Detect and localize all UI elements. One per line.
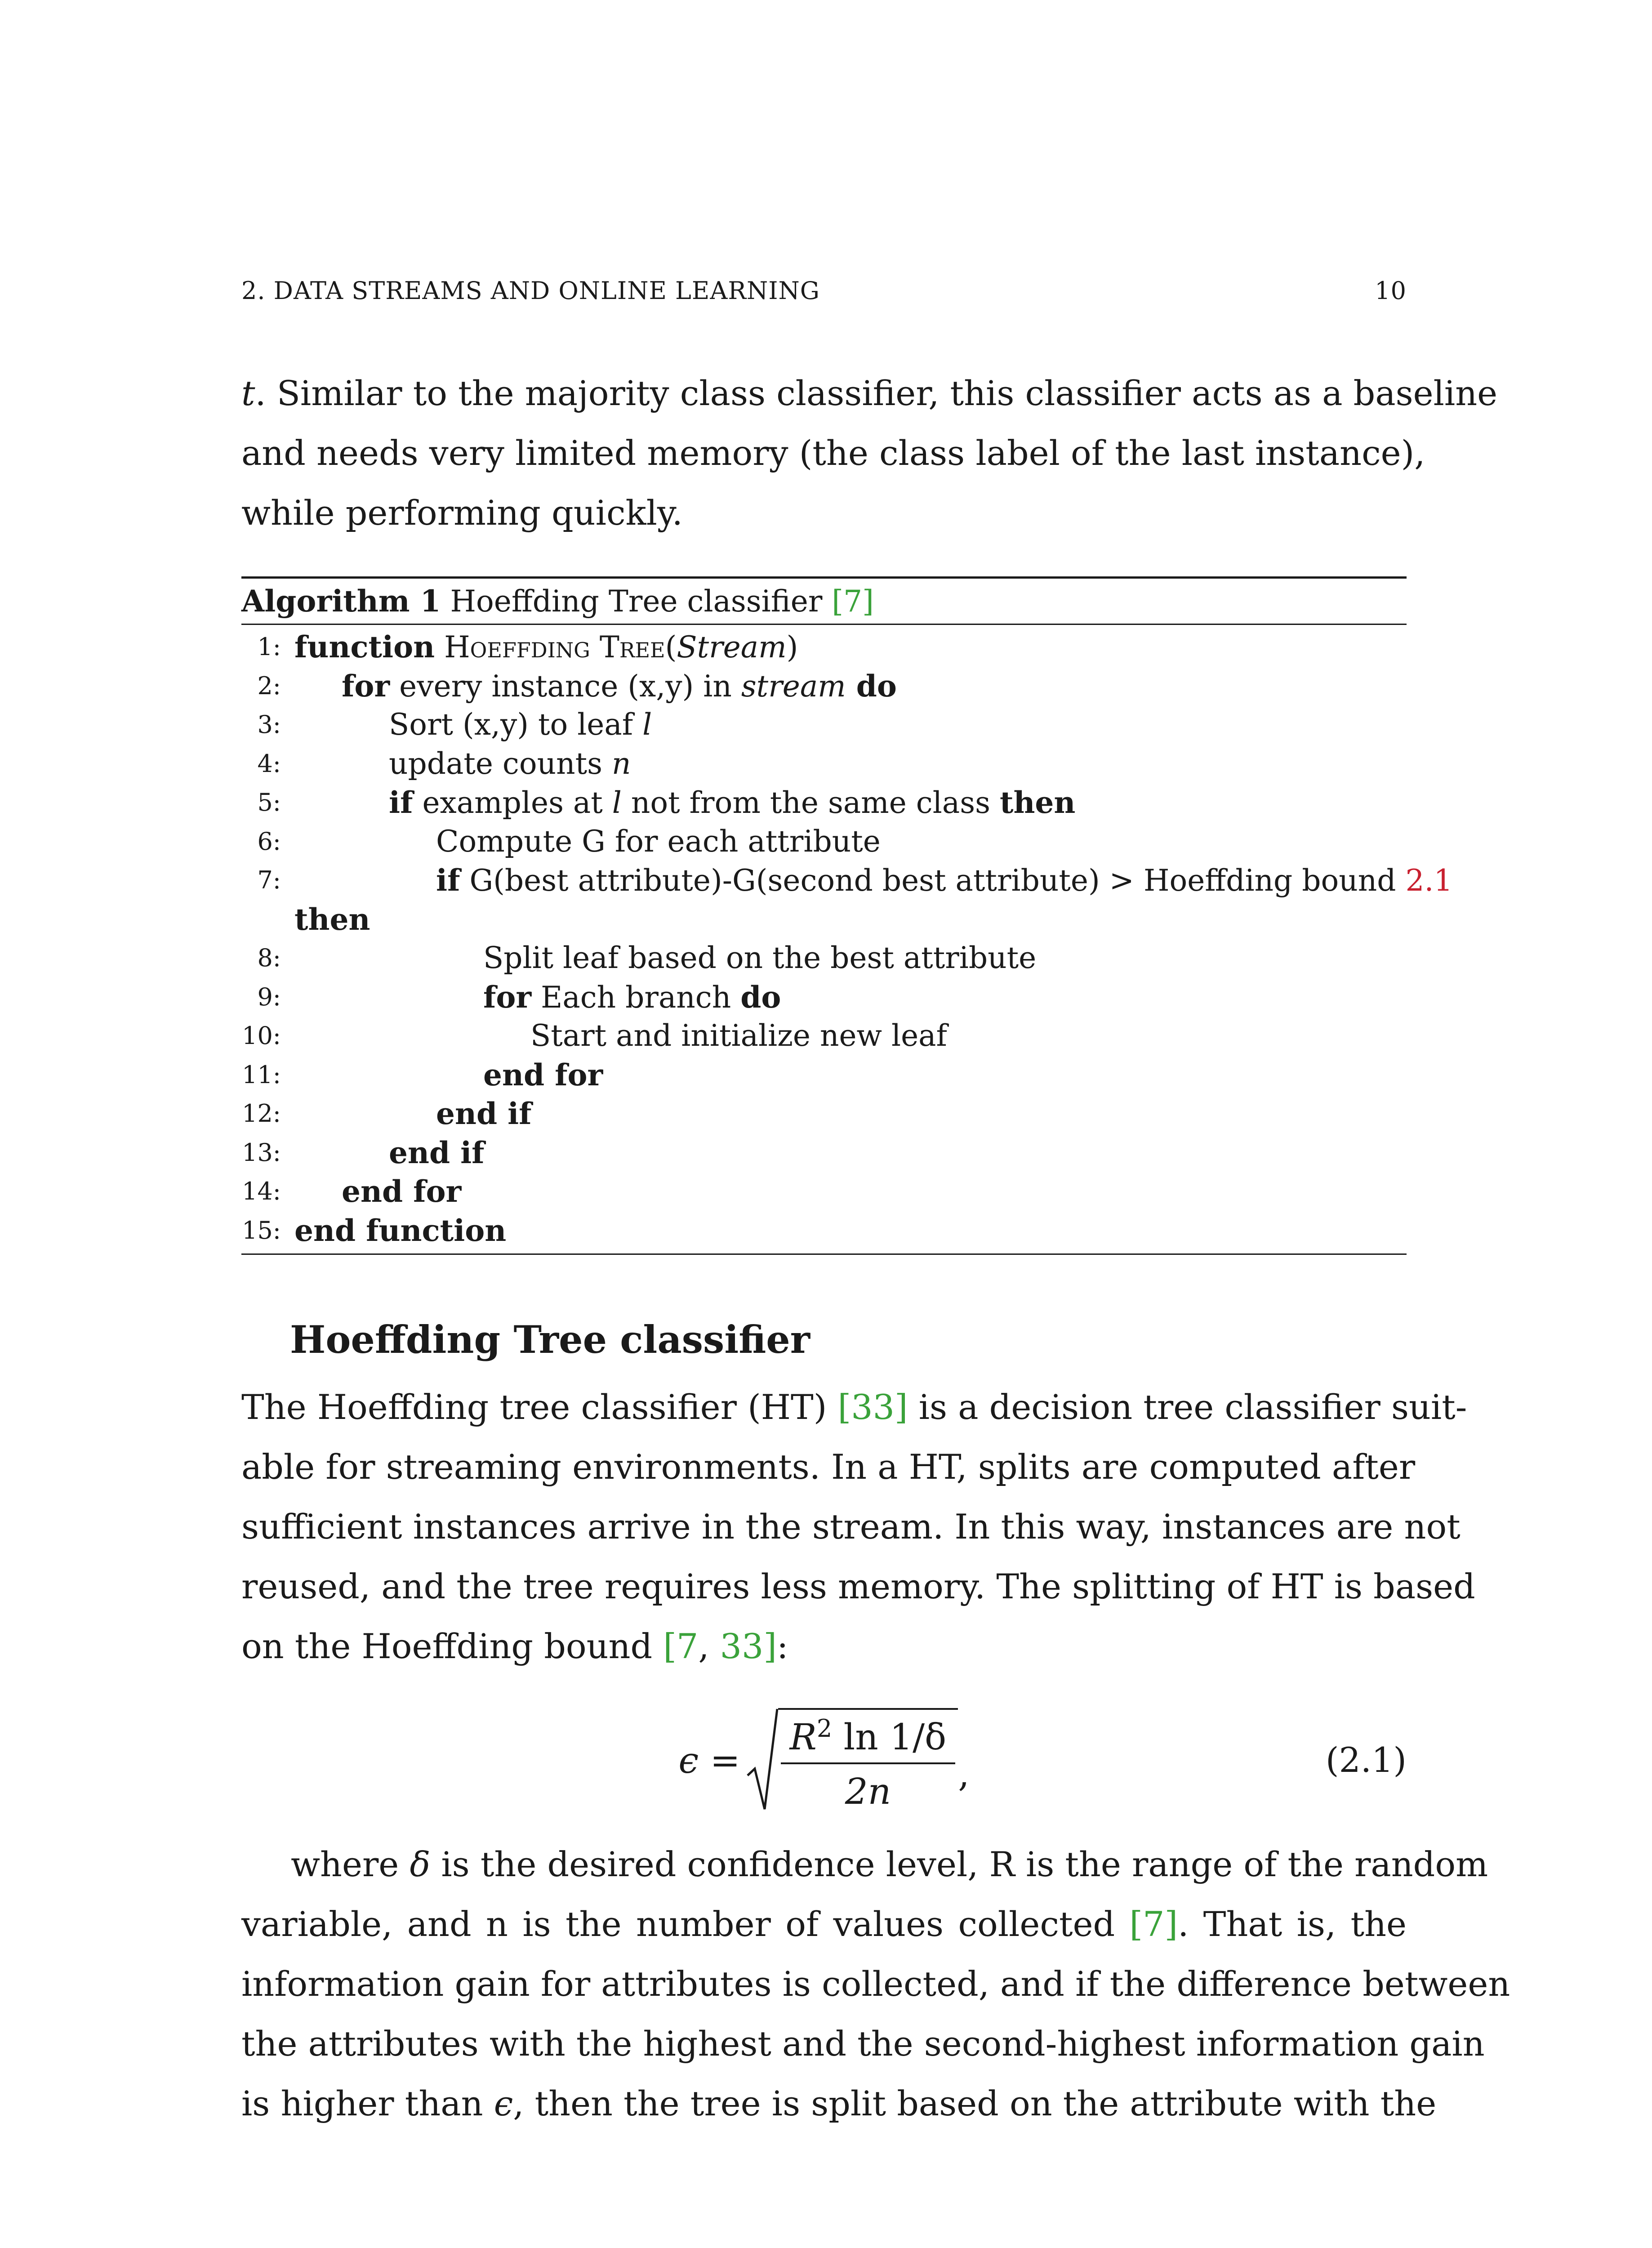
algorithm-line: 11: end for xyxy=(241,1056,1407,1095)
line-number: 3: xyxy=(257,710,281,739)
text-line: variable, and n is the number of values collected [7]. That is, the xyxy=(241,1904,1407,1944)
algorithm-line-continuation: then xyxy=(294,901,370,937)
line-number: 12: xyxy=(242,1099,281,1128)
line-number: 10: xyxy=(242,1021,281,1050)
text-line: reused, and the tree requires less memory. The splitting of HT is based xyxy=(241,1566,1475,1606)
line-number: 5: xyxy=(257,788,281,816)
text-line: able for streaming environments. In a HT, splits are computed after xyxy=(241,1447,1416,1487)
algorithm-label: Algorithm 1 xyxy=(241,584,441,619)
line-number: 15: xyxy=(242,1216,281,1244)
line-number: 7: xyxy=(257,866,281,894)
algorithm-lines xyxy=(241,625,1453,1253)
algorithm-line: 7: if G(best attribute)-G(second best attribute) > Hoeffding bound 2.1 xyxy=(241,861,1407,900)
algorithm-line: 8: Split leaf based on the best attribute xyxy=(241,939,1407,978)
line-number: 2: xyxy=(257,671,281,700)
algorithm-line: 5: if examples at l not from the same class then xyxy=(241,783,1407,822)
line-number: 11: xyxy=(242,1060,281,1089)
equation-lhs: ϵ = xyxy=(678,1739,740,1781)
text-line: The Hoeffding tree classifier (HT) [33] is a decision tree classifier suit- xyxy=(241,1387,1467,1427)
algorithm-bottom-rule xyxy=(241,1253,1407,1255)
algorithm-line: 1: function Hoeffding Tree(Stream) xyxy=(241,628,1407,667)
algorithm-title: Hoeffding Tree classifier xyxy=(450,584,823,619)
algorithm-line: 10: Start and initialize new leaf xyxy=(241,1017,1407,1056)
algorithm-line: 9: for Each branch do xyxy=(241,978,1407,1017)
citation-link[interactable]: 7 xyxy=(676,1626,699,1666)
equation-reference[interactable]: 2.1 xyxy=(1405,863,1453,898)
radical-sign-icon xyxy=(747,1708,778,1811)
page-number: 10 xyxy=(1375,277,1407,305)
fraction xyxy=(781,1714,956,1812)
text-line: and needs very limited memory (the class label of the last instance), xyxy=(241,433,1425,473)
algorithm-line: 4: update counts n xyxy=(241,745,1407,784)
running-header xyxy=(241,277,1407,305)
line-number: 13: xyxy=(242,1138,281,1167)
line-number: 4: xyxy=(257,749,281,778)
line-number: 14: xyxy=(242,1177,281,1205)
algorithm-line: 3: Sort (x,y) to leaf l xyxy=(241,705,1407,745)
algorithm-line: 12: end if xyxy=(241,1094,1407,1133)
fraction-denominator: 2n xyxy=(845,1771,891,1812)
citation-link[interactable]: 33 xyxy=(720,1626,764,1666)
algorithm-caption xyxy=(241,579,1407,624)
text-line: on the Hoeffding bound [7, 33]: xyxy=(241,1626,788,1666)
text-line: sufficient instances arrive in the stream. In this way, instances are not xyxy=(241,1507,1461,1547)
line-number: 9: xyxy=(257,982,281,1011)
algorithm-line: 6: Compute G for each attribute xyxy=(241,822,1407,861)
running-title: 2. DATA STREAMS AND ONLINE LEARNING xyxy=(241,277,820,305)
citation-link[interactable]: [33] xyxy=(837,1387,908,1427)
text-line: is higher than ϵ, then the tree is split based on the attribute with the xyxy=(241,2083,1437,2123)
text-line: information gain for attributes is collected, and if the difference between xyxy=(241,1964,1510,2004)
algorithm-line: 2: for every instance (x,y) in stream do xyxy=(241,667,1407,706)
text-line: where δ is the desired confidence level, R is the range of the random xyxy=(291,1844,1488,1884)
equation-body xyxy=(241,1697,1407,1823)
algorithm-line: 13: end if xyxy=(241,1133,1407,1173)
line-number: 6: xyxy=(257,827,281,856)
algorithm-block xyxy=(241,576,1453,1255)
equation-number: (2.1) xyxy=(1325,1740,1407,1780)
fraction-numerator: $R^2$ ln 1/δ xyxy=(789,1714,947,1758)
paragraph-intro xyxy=(241,363,1498,543)
line-number: 8: xyxy=(257,944,281,972)
section-heading: Hoeffding Tree classifier xyxy=(290,1317,810,1362)
equation-trailing-comma: , xyxy=(958,1753,970,1795)
algorithm-line: 15: end function xyxy=(241,1211,1407,1250)
equation-2-1 xyxy=(241,1697,1407,1823)
citation-link[interactable]: [7] xyxy=(1129,1904,1178,1944)
paragraph-hoeffding-tree xyxy=(241,1377,1475,1676)
paragraph-bound-explanation xyxy=(241,1834,1510,2133)
text-line: while performing quickly. xyxy=(241,493,683,533)
text-line: t. Similar to the majority class classifier, this classifier acts as a baseline xyxy=(241,373,1498,413)
algorithm-line: 14: end for xyxy=(241,1172,1407,1211)
text-line: the attributes with the highest and the second-highest information gain xyxy=(241,2024,1485,2064)
algorithm-citation[interactable]: [7] xyxy=(832,584,874,619)
square-root xyxy=(747,1708,958,1812)
line-number: 1: xyxy=(257,633,281,661)
